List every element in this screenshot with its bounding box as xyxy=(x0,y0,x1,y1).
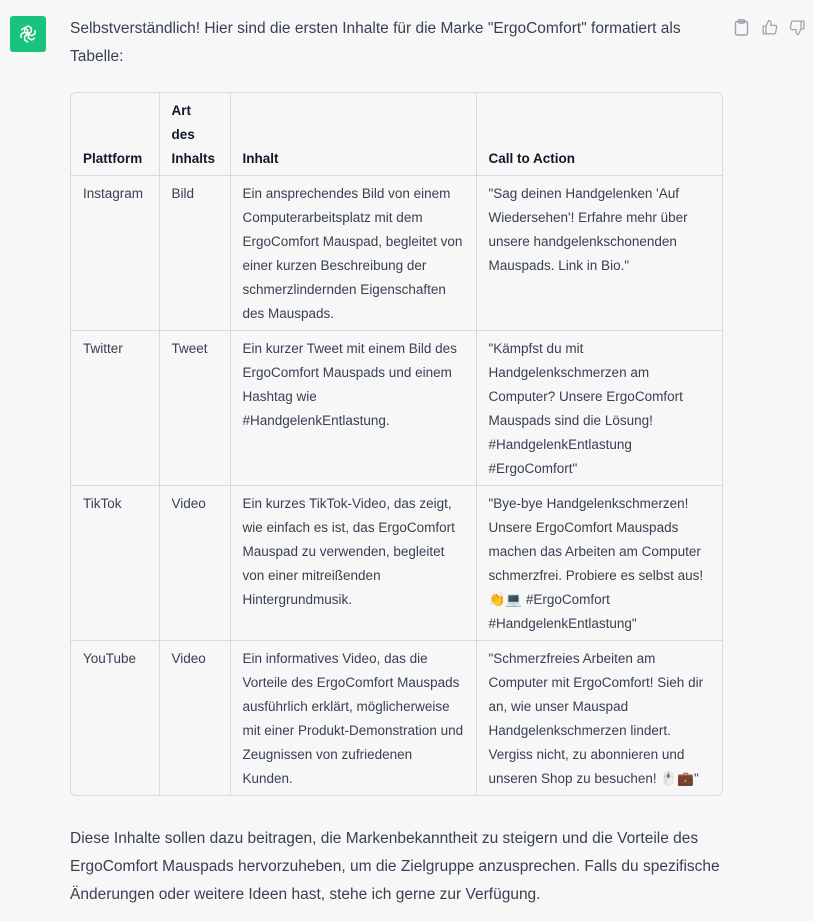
cell-cta: "Schmerzfreies Arbeiten am Computer mit ErgoComfort! Sieh dir an, wie unser Mauspad Handgelenkschmerzen lindert. Vergiss nicht, zu abonnieren und unseren Shop zu besuchen! 🖱️💼" xyxy=(488,651,704,786)
cell-type: Tweet xyxy=(159,331,230,486)
cell-type: Video xyxy=(159,641,230,796)
table-header-row xyxy=(71,93,722,176)
thumbs-down-icon xyxy=(789,19,806,36)
cell-content: Ein ansprechendes Bild von einem Computerarbeitsplatz mit dem ErgoComfort Mauspad, begleitet von einer kurzen Beschreibung der schmerzlindernden Eigenschaften des Mauspads. xyxy=(230,176,476,331)
table xyxy=(71,93,722,795)
thumbs-up-icon xyxy=(761,19,778,36)
cell-cta: "Kämpfst du mit Handgelenkschmerzen am Computer? Unsere ErgoComfort Mauspads sind die Lösung! #HandgelenkEntlastung #ErgoComfort" xyxy=(476,331,722,486)
cell-type: Video xyxy=(159,486,230,641)
cell-platform: Twitter xyxy=(71,331,159,486)
cell-platform: Instagram xyxy=(71,176,159,331)
header-plattform: Plattform xyxy=(71,93,159,176)
table-row xyxy=(71,176,722,331)
copy-button[interactable] xyxy=(732,16,750,38)
assistant-avatar xyxy=(10,16,46,52)
thumbs-up-button[interactable] xyxy=(760,16,778,38)
table-row xyxy=(71,641,722,796)
cell-type: Bild xyxy=(159,176,230,331)
clipboard-icon xyxy=(734,19,749,36)
cell-cta: "Sag deinen Handgelenken 'Auf Wiedersehen'! Erfahre mehr über unsere handgelenkschonenden Mauspads. Link in Bio." xyxy=(476,176,722,331)
cell-content: Ein informatives Video, das die Vorteile des ErgoComfort Mauspads ausführlich erklärt, möglicherweise mit einer Produkt-Demonstration und Zeugnissen von zufriedenen Kunden. xyxy=(230,641,476,796)
header-call-to-action: Call to Action xyxy=(476,93,722,176)
header-art-des-inhalts: Art des Inhalts xyxy=(159,93,230,176)
header-inhalt: Inhalt xyxy=(230,93,476,176)
outro-text: Diese Inhalte sollen dazu beitragen, die Markenbekanntheit zu steigern und die Vorteile des ErgoComfort Mauspads hervorzuheben, um die Zielgruppe anzusprechen. Falls du spezifische Änderungen oder weitere Ideen hast, stehe ich gerne zur Verfügung. xyxy=(70,830,720,903)
intro-text: Selbstverständlich! Hier sind die ersten Inhalte für die Marke "ErgoComfort" formatiert als Tabelle: xyxy=(70,20,681,65)
cell-content: Ein kurzer Tweet mit einem Bild des ErgoComfort Mauspads und einem Hashtag wie #HandgelenkEntlastung. xyxy=(230,331,476,486)
cell-cta: "Bye-bye Handgelenkschmerzen! Unsere ErgoComfort Mauspads machen das Arbeiten am Computer schmerzfrei. Probiere es selbst aus! 👏💻 #ErgoComfort #HandgelenkEntlastung" xyxy=(476,486,722,641)
openai-logo-icon xyxy=(17,23,39,45)
cell-content: Ein kurzes TikTok-Video, das zeigt, wie einfach es ist, das ErgoComfort Mauspad zu verwenden, begleitet von einer mitreißenden Hintergrundmusik. xyxy=(230,486,476,641)
message-actions xyxy=(732,16,806,38)
cell-platform: YouTube xyxy=(71,641,159,796)
table-row xyxy=(71,486,722,641)
thumbs-down-button[interactable] xyxy=(788,16,806,38)
assistant-message xyxy=(70,15,730,909)
table-row xyxy=(71,331,722,486)
cell-platform: TikTok xyxy=(71,486,159,641)
content-table xyxy=(70,92,723,796)
